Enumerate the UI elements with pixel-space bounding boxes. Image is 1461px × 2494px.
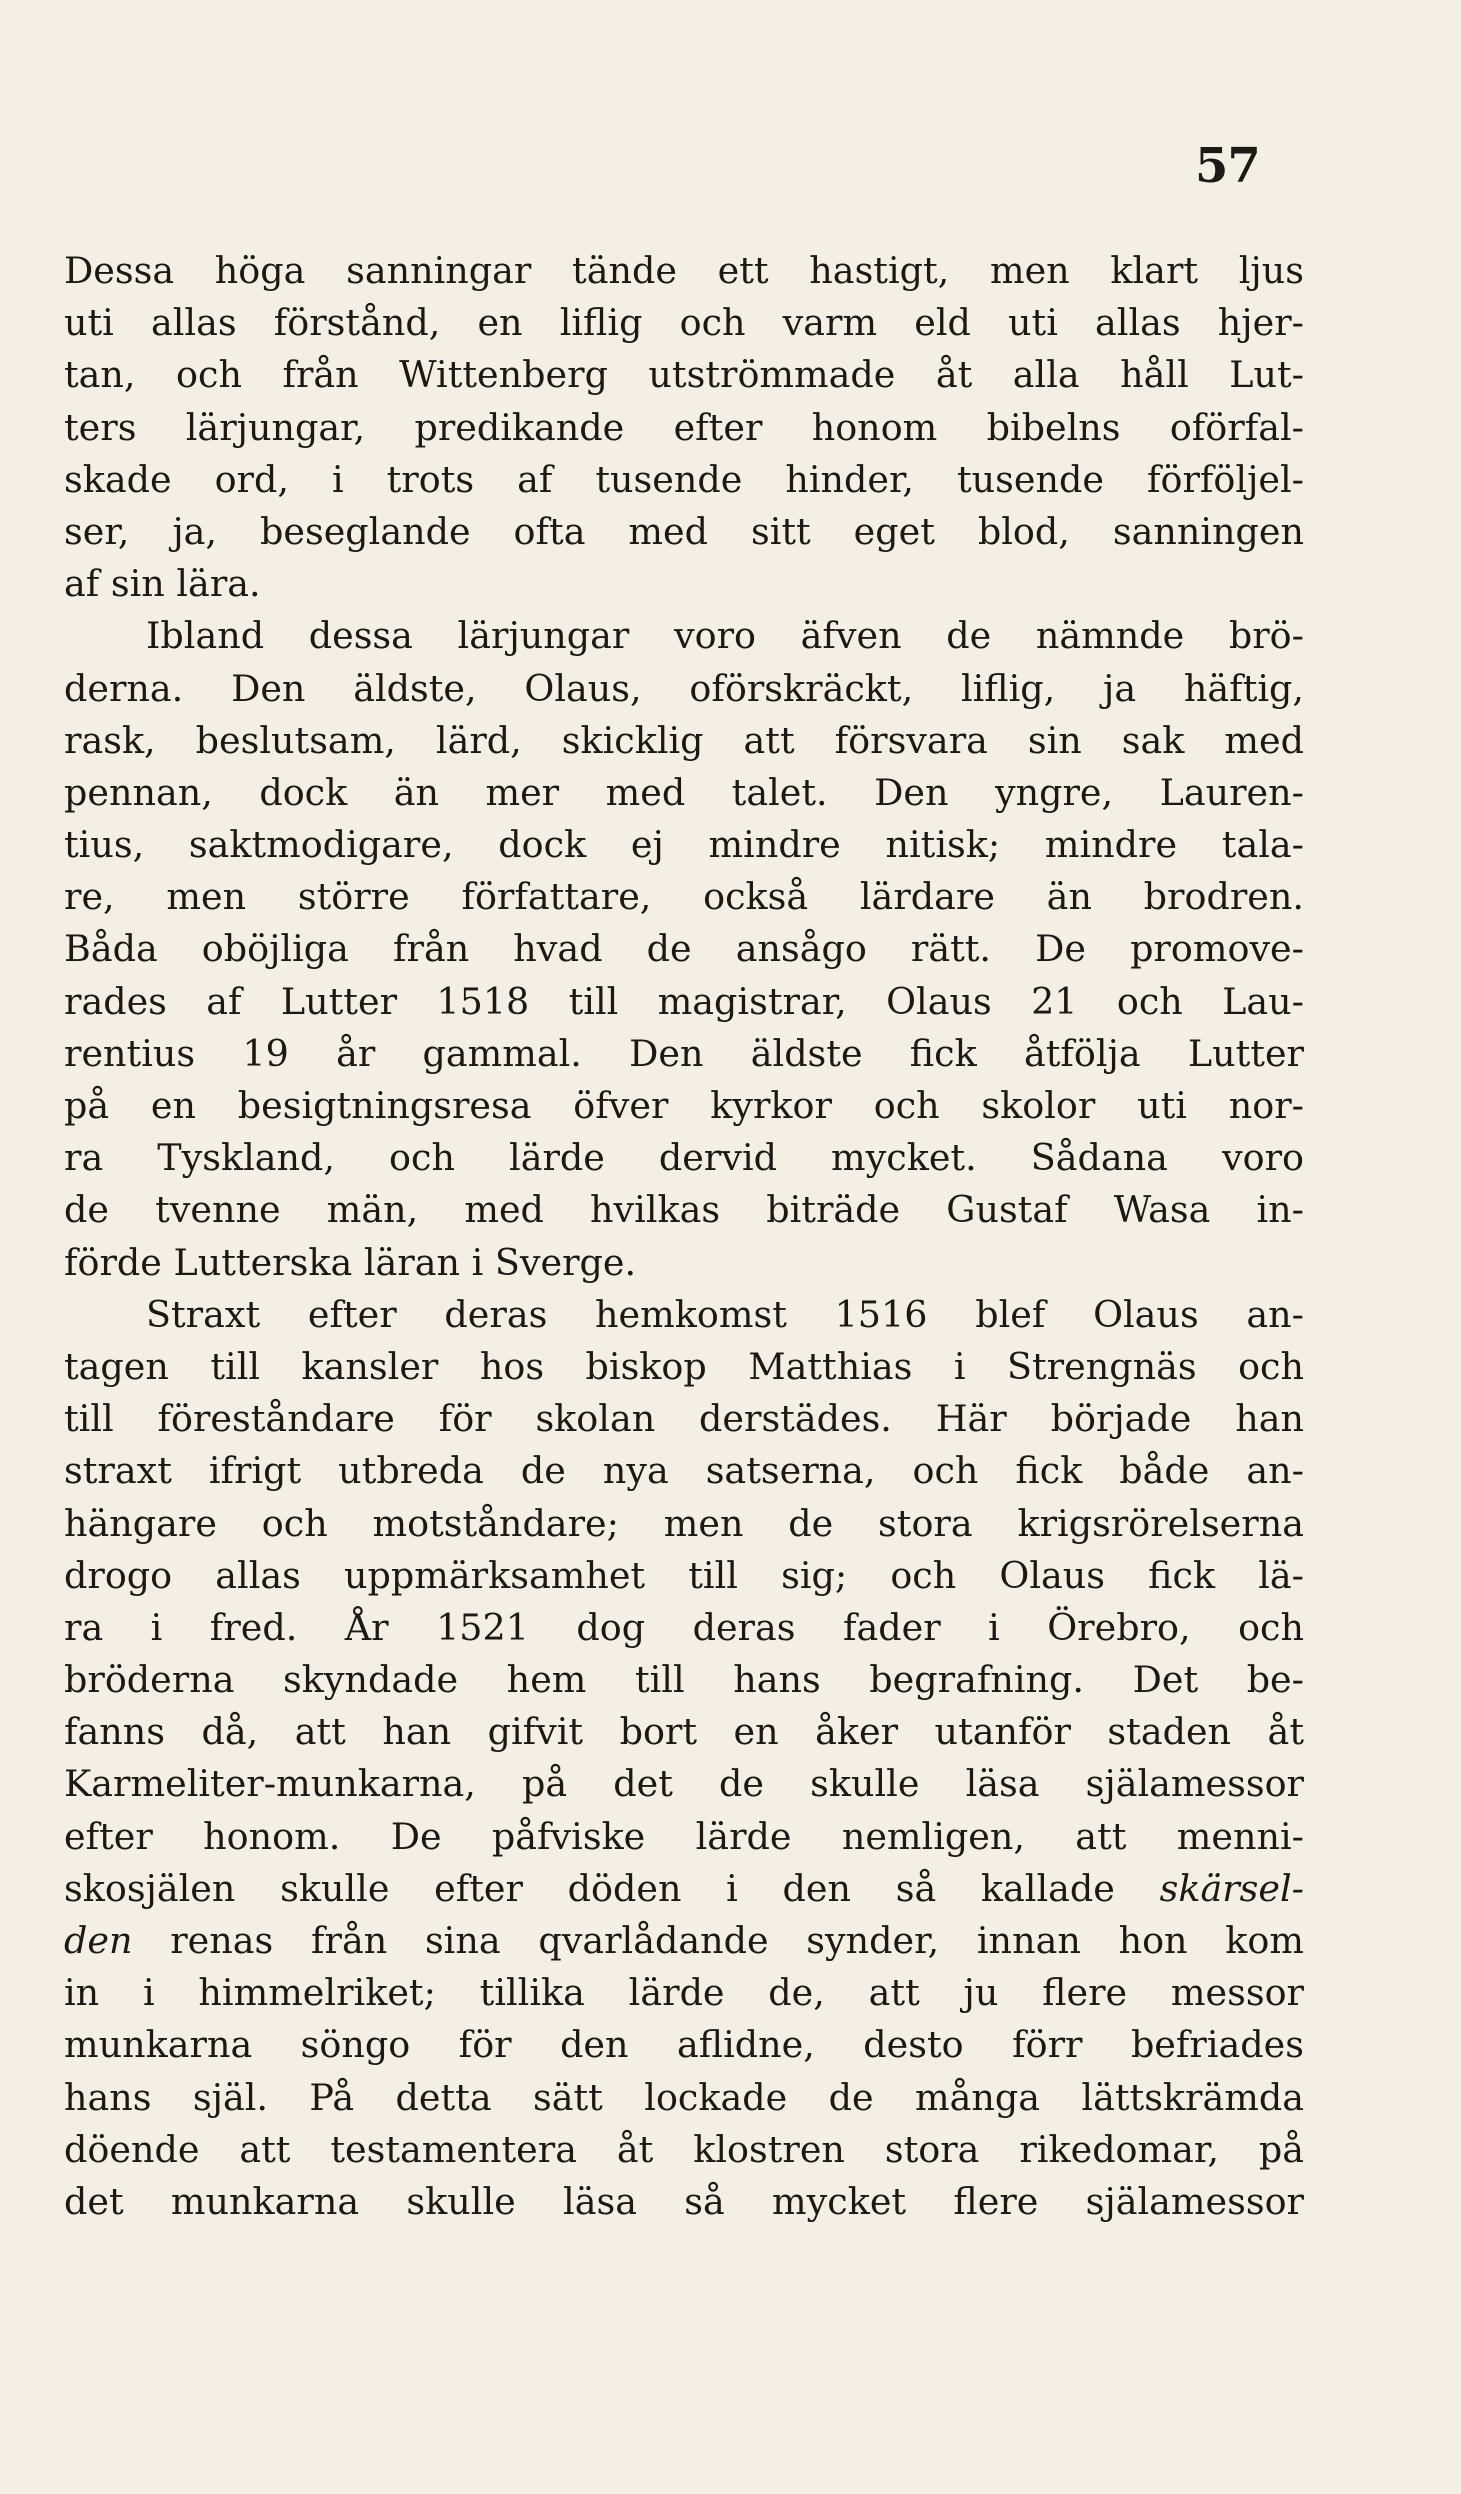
text-line [64, 1445, 1304, 1497]
text-line [64, 1706, 1304, 1758]
text-segment: de tvenne män, med hvilkas biträde Gustaf Wasa in- [64, 1188, 1304, 1232]
text-segment: Karmeliter-munkarna, på det de skulle läsa själamessor [64, 1762, 1304, 1806]
text-line [64, 297, 1304, 349]
text-segment: uti allas förstånd, en liflig och varm eld uti allas hjer- [64, 301, 1304, 345]
text-segment: bröderna skyndade hem till hans begrafning. Det be- [64, 1658, 1304, 1702]
text-line [64, 1550, 1304, 1602]
text-line [64, 663, 1304, 715]
text-line [64, 506, 1304, 558]
text-segment: det munkarna skulle läsa så mycket flere själamessor [64, 2179, 1304, 2223]
page-number: 57 [1195, 138, 1260, 194]
text-segment: hans själ. På detta sätt lockade de många lättskrämda [64, 2075, 1304, 2119]
text-line [64, 2019, 1304, 2071]
text-line [64, 1915, 1304, 1967]
text-line [64, 1654, 1304, 1706]
text-line [64, 1393, 1304, 1445]
text-line [64, 2124, 1304, 2176]
text-segment: drogo allas uppmärksamhet till sig; och Olaus fick lä- [64, 1553, 1304, 1597]
text-segment: rentius 19 år gammal. Den äldste fick åtfölja Lutter [64, 1031, 1304, 1075]
text-line [64, 1863, 1304, 1915]
text-line [64, 1341, 1304, 1393]
text-line [64, 610, 1304, 662]
text-segment: munkarna söngo för den aflidne, desto förr befriades [64, 2023, 1304, 2067]
text-line [64, 454, 1304, 506]
text-line [64, 558, 1304, 610]
text-line [64, 402, 1304, 454]
text-segment: ra i fred. År 1521 dog deras fader i Örebro, och [64, 1605, 1304, 1649]
text-line [64, 1758, 1304, 1810]
text-segment: hängare och motståndare; men de stora krigsrörelserna [64, 1501, 1304, 1545]
italic-text: skärsel- [1159, 1866, 1304, 1910]
text-segment: ser, ja, beseglande ofta med sitt eget blod, sanningen [64, 509, 1304, 553]
text-line [64, 976, 1304, 1028]
text-line [64, 1184, 1304, 1236]
text-line [64, 1028, 1304, 1080]
text-line [64, 2176, 1304, 2228]
text-line [64, 1967, 1304, 2019]
text-segment: Båda oböjliga från hvad de ansågo rätt. De promove- [64, 927, 1304, 971]
text-segment: Ibland dessa lärjungar voro äfven de nämnde brö- [146, 614, 1304, 658]
text-segment: af sin lära. [64, 562, 261, 606]
text-segment: in i himmelriket; tillika lärde de, att ju flere messor [64, 1971, 1304, 2015]
text-segment: efter honom. De påfviske lärde nemligen, att menni- [64, 1814, 1304, 1858]
text-line [64, 1811, 1304, 1863]
text-segment: till föreståndare för skolan derstädes. Här började han [64, 1397, 1304, 1441]
text-line [64, 1498, 1304, 1550]
text-segment: Straxt efter deras hemkomst 1516 blef Olaus an- [146, 1292, 1304, 1336]
italic-text: den [64, 1919, 133, 1962]
text-segment: tan, och från Wittenberg utströmmade åt alla håll Lut- [64, 353, 1304, 397]
text-segment: förde Lutterska läran i Sverge. [64, 1240, 637, 1284]
text-line [64, 715, 1304, 767]
text-line [64, 1132, 1304, 1184]
text-segment: derna. Den äldste, Olaus, oförskräckt, liflig, ja häftig, [64, 666, 1304, 710]
text-line [64, 819, 1304, 871]
text-line [64, 1289, 1304, 1341]
text-segment: skosjälen skulle efter döden i den så kallade [64, 1866, 1160, 1910]
text-line [64, 923, 1304, 975]
text-line [64, 1080, 1304, 1132]
body-text [64, 245, 1304, 2228]
text-line [64, 871, 1304, 923]
text-line [64, 349, 1304, 401]
text-line [64, 1237, 1304, 1289]
text-segment: pennan, dock än mer med talet. Den yngre, Lauren- [64, 770, 1304, 814]
text-segment: tagen till kansler hos biskop Matthias i Strengnäs och [64, 1344, 1304, 1388]
text-segment: fanns då, att han gifvit bort en åker utanför staden åt [64, 1710, 1304, 1754]
text-line [64, 2072, 1304, 2124]
text-segment: renas från sina qvarlådande synder, innan hon kom [132, 1919, 1304, 1962]
text-segment: straxt ifrigt utbreda de nya satserna, och fick både an- [64, 1449, 1304, 1493]
text-segment: Dessa höga sanningar tände ett hastigt, men klart ljus [64, 249, 1304, 292]
text-segment: skade ord, i trots af tusende hinder, tusende förföljel- [64, 457, 1304, 501]
text-segment: ra Tyskland, och lärde dervid mycket. Sådana voro [64, 1136, 1304, 1180]
text-segment: tius, saktmodigare, dock ej mindre nitisk; mindre tala- [64, 823, 1304, 867]
text-segment: rask, beslutsam, lärd, skicklig att försvara sin sak med [64, 718, 1304, 762]
text-segment: döende att testamentera åt klostren stora rikedomar, på [64, 2127, 1304, 2171]
text-segment: re, men större författare, också lärdare än brodren. [64, 875, 1304, 919]
text-segment: på en besigtningsresa öfver kyrkor och skolor uti nor- [64, 1084, 1304, 1127]
text-line [64, 245, 1304, 297]
text-segment: rades af Lutter 1518 till magistrar, Olaus 21 och Lau- [64, 979, 1304, 1023]
text-segment: ters lärjungar, predikande efter honom bibelns oförfal- [64, 405, 1304, 449]
text-line [64, 1602, 1304, 1654]
text-line [64, 767, 1304, 819]
